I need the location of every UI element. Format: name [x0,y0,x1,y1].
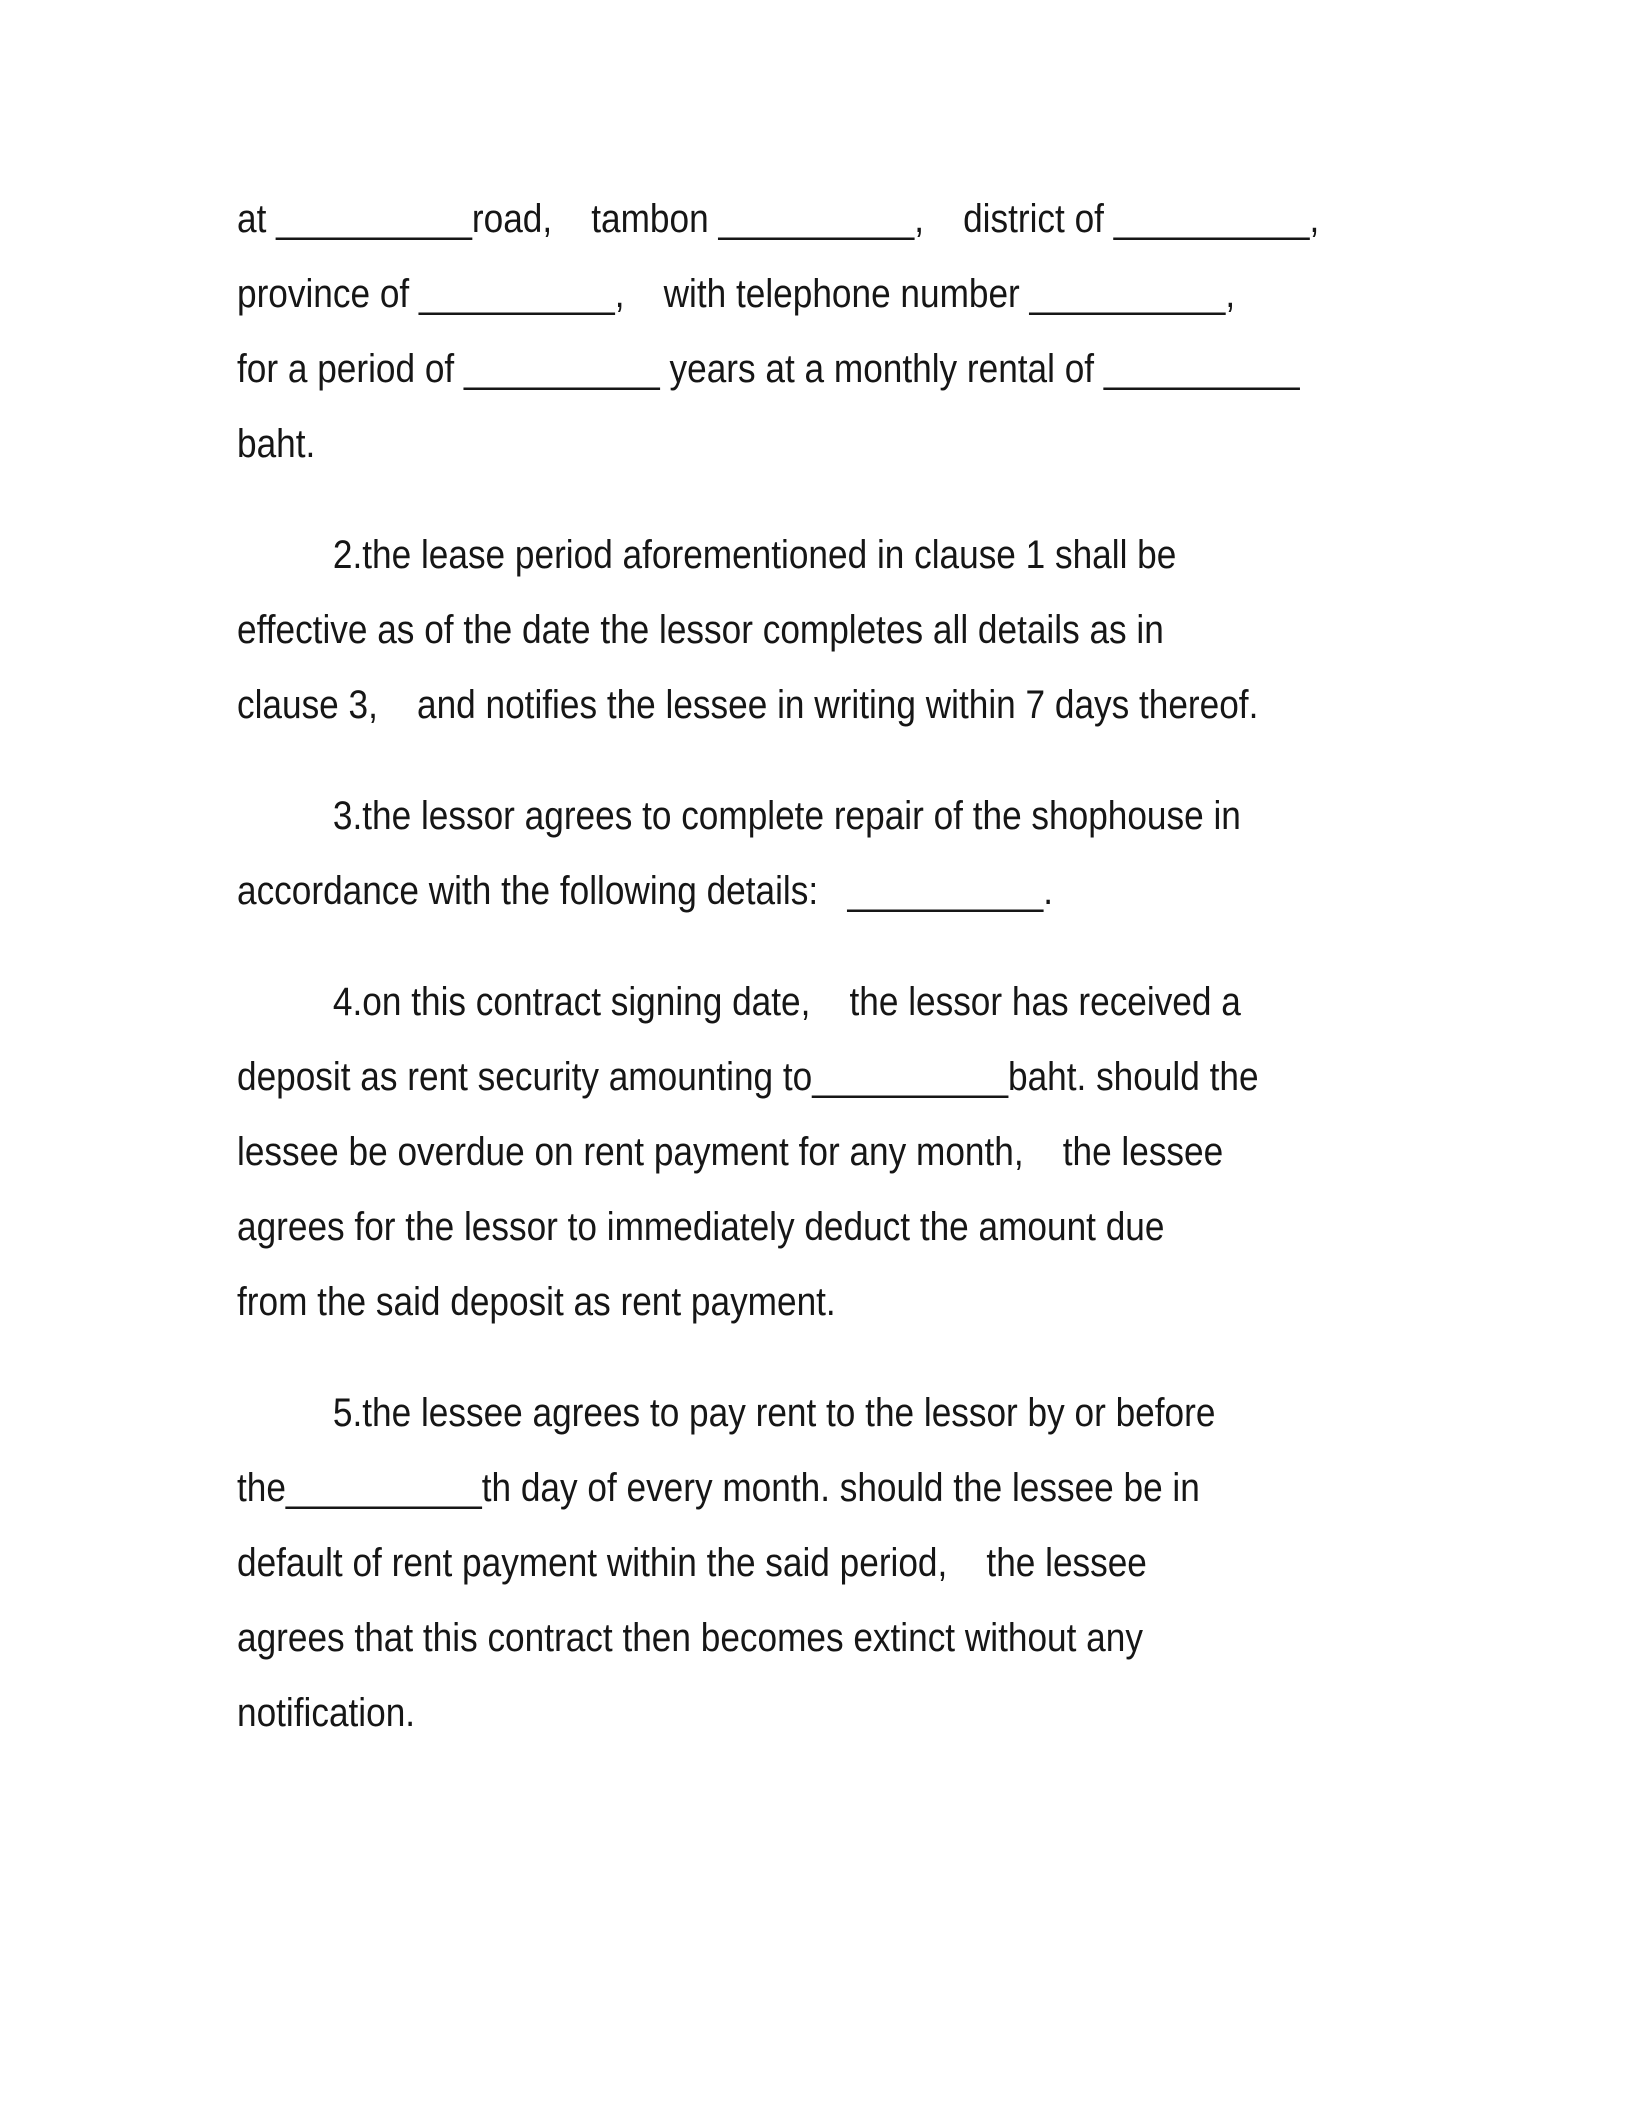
paragraph-4-line-3: lessee be overdue on rent payment for any month, the lessee [237,1130,1224,1174]
paragraph-5-line-5: notification. [237,1691,416,1735]
paragraph-4-line-4: agrees for the lessor to immediately deduct the amount due [237,1205,1165,1249]
paragraph-1-line-3: for a period of __________ years at a monthly rental of __________ [237,347,1300,391]
paragraph-1-line-4: baht. [237,422,316,466]
paragraph-2-line-2: effective as of the date the lessor completes all details as in [237,608,1164,652]
paragraph-5-line-2: the__________th day of every month. should the lessee be in [237,1466,1200,1510]
paragraph-1 [237,182,1517,482]
paragraph-5-line-1: 5.the lessee agrees to pay rent to the lessor by or before [332,1391,1216,1435]
paragraph-4-line-5: from the said deposit as rent payment. [237,1280,836,1324]
paragraph-5-line-3: default of rent payment within the said period, the lessee [237,1541,1147,1585]
paragraph-2 [237,518,1517,743]
paragraph-2-line-3: clause 3, and notifies the lessee in writing within 7 days thereof. [237,683,1259,727]
paragraph-5 [237,1376,1517,1751]
paragraph-4-line-1: 4.on this contract signing date, the lessor has received a [332,980,1241,1024]
paragraph-3-line-2: accordance with the following details: __________. [237,869,1054,913]
paragraph-4 [237,965,1517,1340]
paragraph-1-line-2: province of __________, with telephone number __________, [237,272,1236,316]
paragraph-5-line-4: agrees that this contract then becomes extinct without any [237,1616,1143,1660]
paragraph-4-line-2: deposit as rent security amounting to__________baht. should the [237,1055,1259,1099]
paragraph-3 [237,779,1517,929]
paragraph-3-line-1: 3.the lessor agrees to complete repair of the shophouse in [332,794,1241,838]
paragraph-2-line-1: 2.the lease period aforementioned in clause 1 shall be [332,533,1177,577]
paragraph-1-line-1: at __________road, tambon __________, district of __________, [237,197,1320,241]
contract-text-block [237,182,1517,1787]
